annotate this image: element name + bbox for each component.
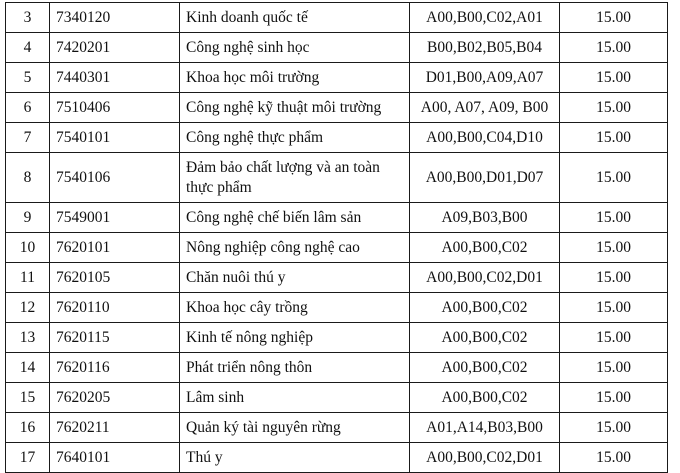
cutoff-score: 15.00 — [560, 413, 668, 443]
table-row — [6, 323, 668, 353]
major-code: 7620101 — [50, 233, 180, 263]
major-code: 7340120 — [50, 3, 180, 33]
major-name: Công nghệ kỹ thuật môi trường — [180, 93, 410, 123]
cutoff-score: 15.00 — [560, 353, 668, 383]
major-name: Lâm sinh — [180, 383, 410, 413]
table-row — [6, 413, 668, 443]
row-number: 6 — [6, 93, 50, 123]
subject-combinations: A09,B03,B00 — [410, 203, 560, 233]
row-number: 5 — [6, 63, 50, 93]
row-number: 4 — [6, 33, 50, 63]
table-row — [6, 153, 668, 203]
major-code: 7640101 — [50, 443, 180, 473]
cutoff-score: 15.00 — [560, 263, 668, 293]
subject-combinations: A01,A14,B03,B00 — [410, 413, 560, 443]
table-row — [6, 63, 668, 93]
table-row — [6, 383, 668, 413]
major-code: 7620116 — [50, 353, 180, 383]
major-name: Công nghệ chế biến lâm sản — [180, 203, 410, 233]
row-number: 12 — [6, 293, 50, 323]
table-row — [6, 203, 668, 233]
major-name: Quản ký tài nguyên rừng — [180, 413, 410, 443]
row-number: 16 — [6, 413, 50, 443]
major-name: Nông nghiệp công nghệ cao — [180, 233, 410, 263]
cutoff-score: 15.00 — [560, 153, 668, 203]
subject-combinations: A00,B00,C02 — [410, 293, 560, 323]
row-number: 15 — [6, 383, 50, 413]
major-name: Khoa học môi trường — [180, 63, 410, 93]
major-code: 7620110 — [50, 293, 180, 323]
cutoff-score: 15.00 — [560, 233, 668, 263]
major-name: Phát triển nông thôn — [180, 353, 410, 383]
row-number: 8 — [6, 153, 50, 203]
major-code: 7540106 — [50, 153, 180, 203]
cutoff-score: 15.00 — [560, 3, 668, 33]
subject-combinations: A00, A07, A09, B00 — [410, 93, 560, 123]
cutoff-score: 15.00 — [560, 63, 668, 93]
major-name: Công nghệ thực phẩm — [180, 123, 410, 153]
table-row — [6, 33, 668, 63]
subject-combinations: A00,B00,C02 — [410, 233, 560, 263]
major-code: 7620205 — [50, 383, 180, 413]
row-number: 13 — [6, 323, 50, 353]
cutoff-score: 15.00 — [560, 203, 668, 233]
major-name: Kinh doanh quốc tế — [180, 3, 410, 33]
subject-combinations: A00,B00,C02 — [410, 383, 560, 413]
row-number: 17 — [6, 443, 50, 473]
admission-scores-table — [5, 2, 668, 473]
major-name: Kinh tế nông nghiệp — [180, 323, 410, 353]
major-name: Khoa học cây trồng — [180, 293, 410, 323]
row-number: 11 — [6, 263, 50, 293]
table-row — [6, 443, 668, 473]
major-code: 7620211 — [50, 413, 180, 443]
major-code: 7420201 — [50, 33, 180, 63]
major-code: 7440301 — [50, 63, 180, 93]
subject-combinations: A00,B00,C04,D10 — [410, 123, 560, 153]
subject-combinations: A00,B00,C02,D01 — [410, 443, 560, 473]
cutoff-score: 15.00 — [560, 293, 668, 323]
table-row — [6, 263, 668, 293]
cutoff-score: 15.00 — [560, 33, 668, 63]
cutoff-score: 15.00 — [560, 93, 668, 123]
table-row — [6, 233, 668, 263]
cutoff-score: 15.00 — [560, 383, 668, 413]
table-row — [6, 353, 668, 383]
cutoff-score: 15.00 — [560, 443, 668, 473]
major-code: 7620115 — [50, 323, 180, 353]
table-row — [6, 3, 668, 33]
table-row — [6, 123, 668, 153]
row-number: 7 — [6, 123, 50, 153]
major-code: 7620105 — [50, 263, 180, 293]
row-number: 10 — [6, 233, 50, 263]
cutoff-score: 15.00 — [560, 323, 668, 353]
major-name: Thú y — [180, 443, 410, 473]
major-code: 7549001 — [50, 203, 180, 233]
row-number: 9 — [6, 203, 50, 233]
major-name: Công nghệ sinh học — [180, 33, 410, 63]
subject-combinations: A00,B00,C02,D01 — [410, 263, 560, 293]
major-name: Chăn nuôi thú y — [180, 263, 410, 293]
cutoff-score: 15.00 — [560, 123, 668, 153]
subject-combinations: A00,B00,C02,A01 — [410, 3, 560, 33]
subject-combinations: A00,B00,C02 — [410, 323, 560, 353]
subject-combinations: A00,B00,D01,D07 — [410, 153, 560, 203]
major-code: 7540101 — [50, 123, 180, 153]
subject-combinations: A00,B00,C02 — [410, 353, 560, 383]
table-row — [6, 293, 668, 323]
subject-combinations: B00,B02,B05,B04 — [410, 33, 560, 63]
table-row — [6, 93, 668, 123]
row-number: 3 — [6, 3, 50, 33]
subject-combinations: D01,B00,A09,A07 — [410, 63, 560, 93]
major-code: 7510406 — [50, 93, 180, 123]
row-number: 14 — [6, 353, 50, 383]
major-name: Đảm bảo chất lượng và an toàn thực phẩm — [180, 153, 410, 203]
